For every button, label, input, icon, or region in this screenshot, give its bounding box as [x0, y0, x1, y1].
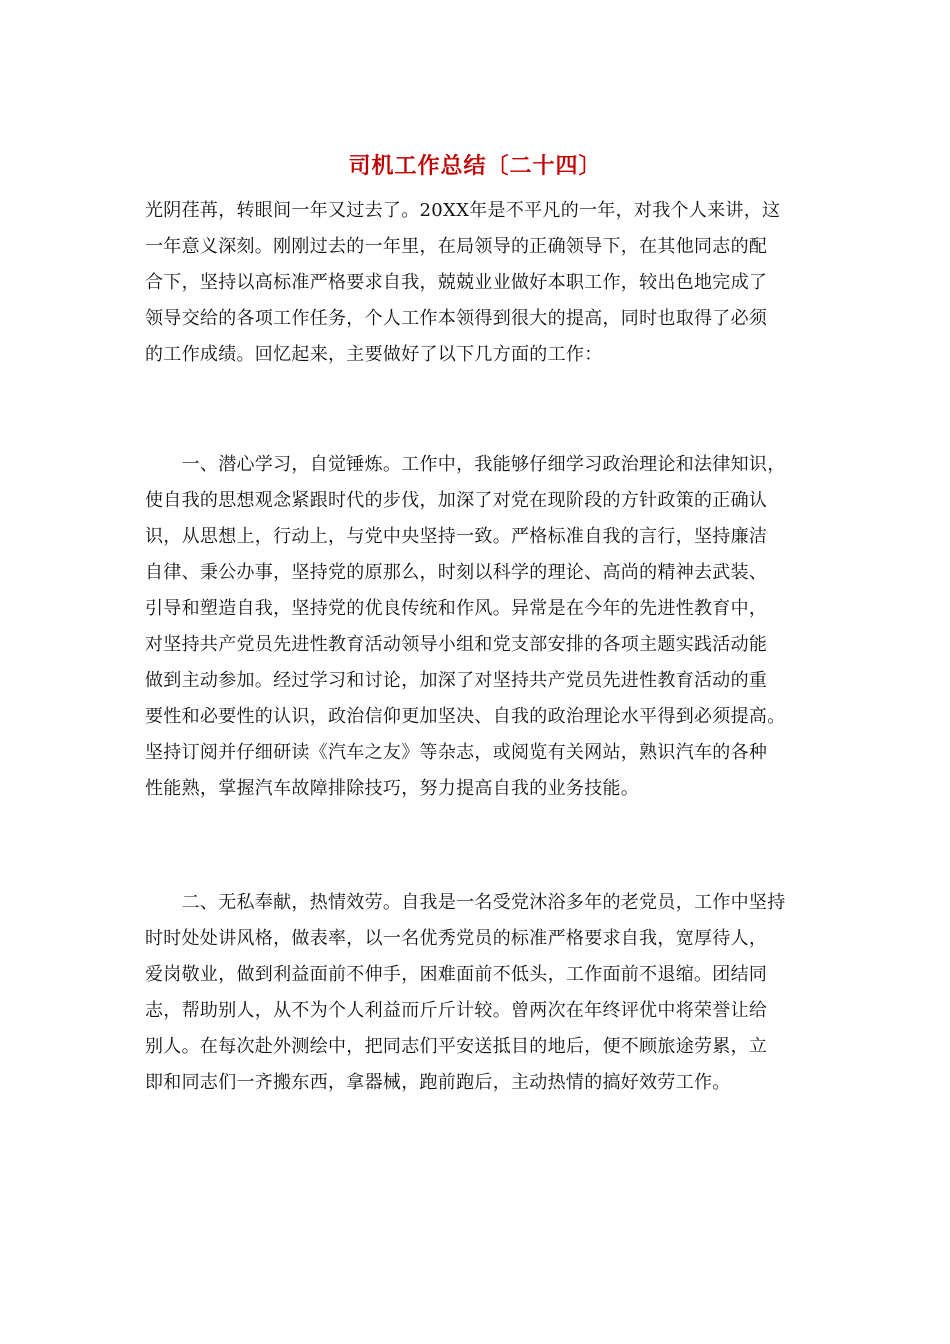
section2-line: 志，帮助别人，从不为个人利益而斤斤计较。曾两次在年终评优中将荣誉让给 — [145, 1000, 768, 1021]
document-title: 司机工作总结〔二十四〕 — [348, 153, 602, 179]
section2-line: 爱岗敬业，做到利益面前不伸手，困难面前不低头，工作面前不退缩。团结同 — [145, 964, 768, 985]
section1-line: 坚持订阅并仔细研读《汽车之友》等杂志，或阅览有关网站，熟识汽车的各种 — [145, 742, 768, 763]
section1-line: 做到主动参加。经过学习和讨论，加深了对坚持共产党员先进性教育活动的重 — [145, 670, 768, 691]
intro-line: 合下，坚持以高标准严格要求自我，兢兢业业做好本职工作，较出色地完成了 — [145, 272, 768, 293]
section1-line: 使自我的思想观念紧跟时代的步伐，加深了对党在现阶段的方针政策的正确认 — [145, 490, 768, 511]
section1-line: 自律、秉公办事，坚持党的原那么，时刻以科学的理论、高尚的精神去武装、 — [145, 562, 768, 583]
intro-line: 领导交给的各项工作任务，个人工作本领得到很大的提高，同时也取得了必须 — [145, 308, 768, 329]
intro-line: 一年意义深刻。刚刚过去的一年里，在局领导的正确领导下，在其他同志的配 — [145, 236, 768, 257]
section1-line: 对坚持共产党员先进性教育活动领导小组和党支部安排的各项主题实践活动能 — [145, 634, 768, 655]
intro-line: 的工作成绩。回忆起来，主要做好了以下几方面的工作： — [145, 344, 603, 365]
section2-line: 时时处处讲风格，做表率，以一名优秀党员的标准严格要求自我，宽厚待人， — [145, 928, 768, 949]
section2-line: 二、无私奉献，热情效劳。自我是一名受党沐浴多年的老党员，工作中坚持 — [145, 892, 786, 913]
section1-line: 性能熟，掌握汽车故障排除技巧，努力提高自我的业务技能。 — [145, 778, 640, 799]
section1-line: 要性和必要性的认识，政治信仰更加坚决、自我的政治理论水平得到必须提高。 — [145, 706, 786, 727]
section2-line: 别人。在每次赴外测绘中，把同志们平安送抵目的地后，便不顾旅途劳累，立 — [145, 1036, 768, 1057]
section1-line: 一、潜心学习，自觉锤炼。工作中，我能够仔细学习政治理论和法律知识， — [145, 454, 786, 475]
section1-line: 识，从思想上，行动上，与党中央坚持一致。严格标准自我的言行，坚持廉洁 — [145, 526, 768, 547]
intro-line: 光阴荏苒，转眼间一年又过去了。20XX年是不平凡的一年，对我个人来讲，这 — [145, 200, 781, 221]
section1-line: 引导和塑造自我，坚持党的优良传统和作风。异常是在今年的先进性教育中， — [145, 598, 768, 619]
section2-line: 即和同志们一齐搬东西，拿器械，跑前跑后，主动热情的搞好效劳工作。 — [145, 1072, 731, 1093]
